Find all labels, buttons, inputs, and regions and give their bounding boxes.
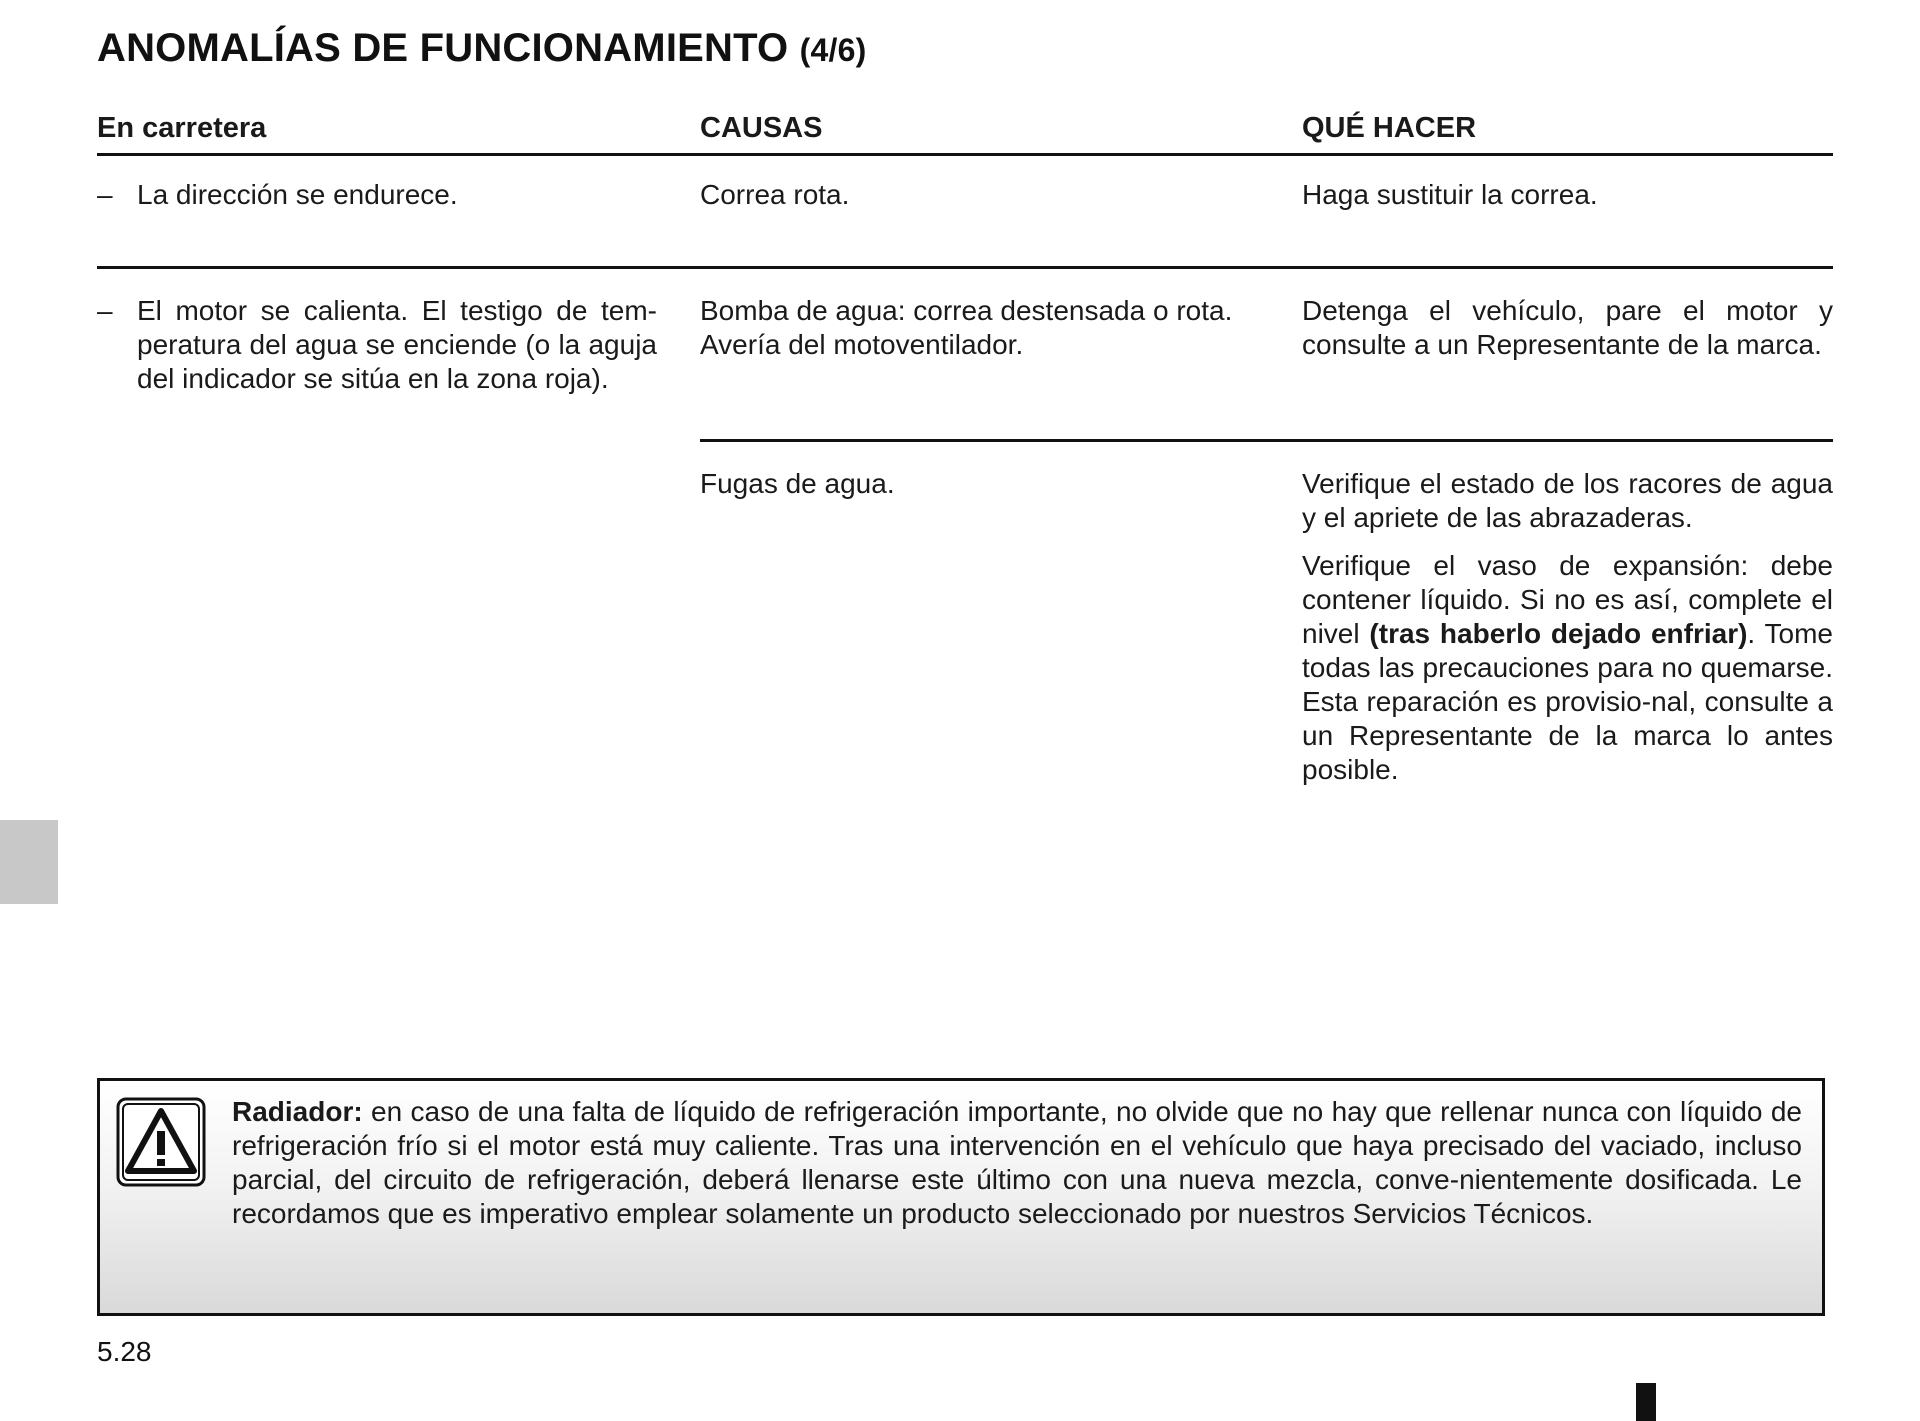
row2b-action-bold: (tras haberlo dejado enfriar) [1369,618,1748,649]
row2b-action-post: . Tome todas las precauciones para no quemarse. Esta reparación es provisio-nal, consulte a un Representante de la marca lo antes posible. [1302,618,1833,785]
page-title-part: (4/6) [799,32,867,68]
page-title [97,26,866,71]
row2-symptom [97,294,657,396]
row2-sub-rule [700,439,1833,442]
row2b-cause: Fugas de agua. [700,468,895,499]
row2b-action [1302,467,1833,787]
header-causes: CAUSAS [700,112,823,144]
chapter-side-tab [0,820,58,904]
warning-lead: Radiador: [232,1096,363,1127]
row2-cause-line2: Avería del motoventilador. [700,329,1024,360]
header-rule [97,153,1833,156]
row2-action: Detenga el vehículo, pare el motor y consulte a un Representante de la marca. [1302,295,1833,360]
corner-marker [1636,1383,1656,1421]
row2b-action-pre: Verifique el vaso de expansión: debe contener líquido. Si no es así, complete el nivel [1302,550,1833,649]
header-situation: En carretera [97,112,267,144]
warning-box [97,1078,1825,1316]
row2-cause [700,294,1260,362]
page-title-text: ANOMALÍAS DE FUNCIONAMIENTO [97,26,789,70]
row2b-action-para2 [1302,549,1833,787]
row1-symptom-text: La dirección se endurece. [137,179,458,210]
warning-text [120,1095,1802,1231]
page-number: 5.28 [97,1336,152,1367]
row2b-action-para1: Verifique el estado de los racores de agua y el apriete de las abrazaderas. [1302,468,1833,533]
row1-cause: Correa rota. [700,179,850,210]
row2-cause-line1: Bomba de agua: correa destensada o rota. [700,295,1233,326]
row1-dash: – [97,179,113,210]
header-action: QUÉ HACER [1302,112,1477,144]
row1-action: Haga sustituir la correa. [1302,179,1598,210]
row1-rule [97,266,1833,269]
warning-body: en caso de una falta de líquido de refrigeración importante, no olvide que no hay que rellenar nunca con líquido de refrigeración frío si el motor está muy caliente. Tras una intervención en el vehículo que haya precisado del vaciado, incluso parcial, del circuito de refrigeración, deberá llenarse este último con una nueva mezcla, conve-nientemente dosificada. Le recordamos que es imperativo emplear solamente un producto seleccionado por nuestros Servicios Técnicos. [232,1096,1802,1229]
row2-dash: – [97,295,113,326]
row1-symptom [97,178,657,212]
row2-symptom-text: El motor se calienta. El testigo de tem-peratura del agua se enciende (o la aguja del indicador se sitúa en la zona roja). [137,295,657,394]
